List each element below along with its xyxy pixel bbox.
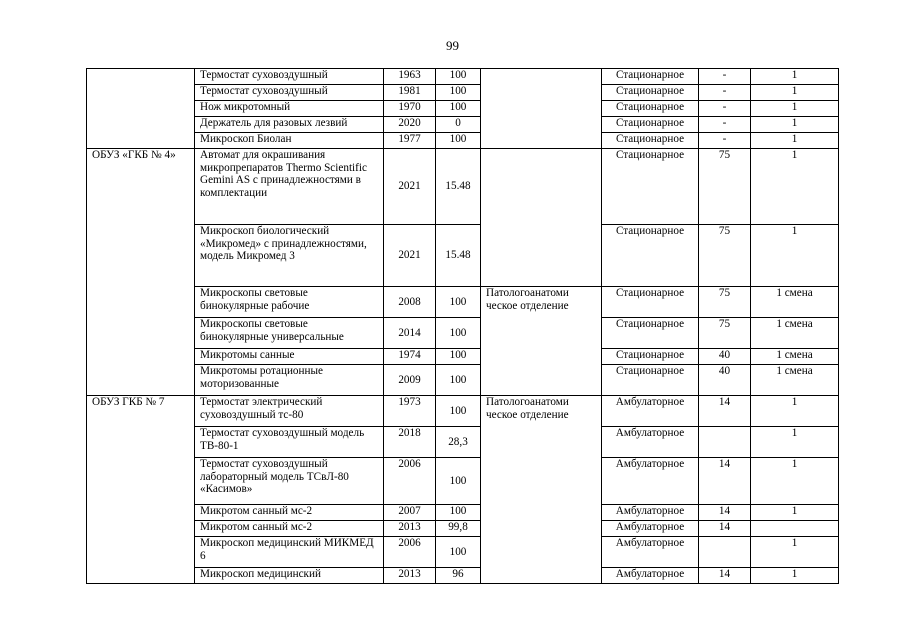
wear-cell: 100 xyxy=(436,101,481,117)
page-number: 99 xyxy=(446,38,459,53)
equipment-name: Термостат суховоздушный лабораторный модель ТСвЛ-80 «Касимов» xyxy=(195,458,384,505)
mode-cell: Амбулаторное xyxy=(602,458,699,505)
year-cell: 2006 xyxy=(384,458,436,505)
year-cell: 2007 xyxy=(384,505,436,521)
wear-cell: 100 xyxy=(436,505,481,521)
load-cell: 14 xyxy=(699,458,751,505)
year-cell: 2006 xyxy=(384,537,436,568)
wear-cell: 15.48 xyxy=(436,225,481,287)
year-cell: 1973 xyxy=(384,396,436,427)
year-cell: 1977 xyxy=(384,133,436,149)
shift-cell: 1 xyxy=(751,568,839,584)
table-row xyxy=(87,427,839,458)
table-row xyxy=(87,568,839,584)
wear-cell: 28,3 xyxy=(436,427,481,458)
table-row xyxy=(87,101,839,117)
equipment-name: Термостат электрический суховоздушный тс-80 xyxy=(195,396,384,427)
load-cell: - xyxy=(699,101,751,117)
shift-cell: 1 xyxy=(751,101,839,117)
wear-cell: 100 xyxy=(436,133,481,149)
table-row xyxy=(87,537,839,568)
load-cell xyxy=(699,537,751,568)
wear-cell: 100 xyxy=(436,85,481,101)
wear-cell: 100 xyxy=(436,349,481,365)
table-row xyxy=(87,396,839,427)
load-cell: 40 xyxy=(699,365,751,396)
equipment-name: Автомат для окрашивания микропрепаратов Thermo Scientific Gemini AS с принадлежностями в комплектации xyxy=(195,149,384,225)
mode-cell: Амбулаторное xyxy=(602,427,699,458)
year-cell: 1970 xyxy=(384,101,436,117)
equipment-name: Термостат суховоздушный модель ТВ-80-1 xyxy=(195,427,384,458)
mode-cell: Стационарное xyxy=(602,117,699,133)
equipment-name: Микротомы санные xyxy=(195,349,384,365)
shift-cell: 1 xyxy=(751,427,839,458)
mode-cell: Стационарное xyxy=(602,69,699,85)
wear-cell: 100 xyxy=(436,318,481,349)
load-cell: 75 xyxy=(699,318,751,349)
wear-cell: 100 xyxy=(436,396,481,427)
org-cell xyxy=(87,69,195,149)
load-cell xyxy=(699,427,751,458)
load-cell: 14 xyxy=(699,521,751,537)
load-cell: 14 xyxy=(699,568,751,584)
load-cell: 14 xyxy=(699,396,751,427)
year-cell: 1963 xyxy=(384,69,436,85)
equipment-name: Термостат суховоздушный xyxy=(195,69,384,85)
table-row xyxy=(87,521,839,537)
table-row xyxy=(87,133,839,149)
load-cell: - xyxy=(699,117,751,133)
shift-cell: 1 xyxy=(751,537,839,568)
load-cell: - xyxy=(699,69,751,85)
shift-cell: 1 xyxy=(751,458,839,505)
shift-cell: 1 смена xyxy=(751,287,839,318)
wear-cell: 100 xyxy=(436,69,481,85)
equipment-name: Микроскоп Биолан xyxy=(195,133,384,149)
mode-cell: Стационарное xyxy=(602,318,699,349)
mode-cell: Стационарное xyxy=(602,287,699,318)
mode-cell: Амбулаторное xyxy=(602,521,699,537)
mode-cell: Стационарное xyxy=(602,225,699,287)
department-cell xyxy=(481,149,602,287)
shift-cell: 1 xyxy=(751,225,839,287)
wear-cell: 100 xyxy=(436,537,481,568)
shift-cell: 1 xyxy=(751,505,839,521)
equipment-name: Нож микротомный xyxy=(195,101,384,117)
mode-cell: Амбулаторное xyxy=(602,568,699,584)
mode-cell: Стационарное xyxy=(602,149,699,225)
mode-cell: Стационарное xyxy=(602,85,699,101)
load-cell: 75 xyxy=(699,225,751,287)
org-cell: ОБУЗ ГКБ № 7 xyxy=(87,396,195,584)
table-row xyxy=(87,149,839,225)
mode-cell: Амбулаторное xyxy=(602,505,699,521)
load-cell: - xyxy=(699,133,751,149)
year-cell: 1981 xyxy=(384,85,436,101)
table-row xyxy=(87,287,839,318)
shift-cell: 1 смена xyxy=(751,365,839,396)
load-cell: 75 xyxy=(699,287,751,318)
load-cell: - xyxy=(699,85,751,101)
org-cell: ОБУЗ «ГКБ № 4» xyxy=(87,149,195,396)
equipment-name: Микроскопы световые бинокулярные универсальные xyxy=(195,318,384,349)
wear-cell: 100 xyxy=(436,365,481,396)
equipment-name: Микротомы ротационные моторизованные xyxy=(195,365,384,396)
department-cell: Патологоанатоми ческое отделение xyxy=(481,396,602,584)
shift-cell xyxy=(751,521,839,537)
table-row xyxy=(87,458,839,505)
table-row xyxy=(87,505,839,521)
shift-cell: 1 xyxy=(751,117,839,133)
equipment-name: Микроскоп медицинский xyxy=(195,568,384,584)
table-row xyxy=(87,365,839,396)
year-cell: 2008 xyxy=(384,287,436,318)
mode-cell: Стационарное xyxy=(602,365,699,396)
mode-cell: Амбулаторное xyxy=(602,537,699,568)
load-cell: 40 xyxy=(699,349,751,365)
equipment-name: Микротом санный мс-2 xyxy=(195,505,384,521)
table-row xyxy=(87,69,839,85)
shift-cell: 1 xyxy=(751,133,839,149)
table-row xyxy=(87,225,839,287)
equipment-name: Микроскоп биологический «Микромед» с принадлежностями, модель Микромед 3 xyxy=(195,225,384,287)
department-cell xyxy=(481,69,602,149)
wear-cell: 100 xyxy=(436,458,481,505)
shift-cell: 1 xyxy=(751,85,839,101)
shift-cell: 1 xyxy=(751,69,839,85)
shift-cell: 1 xyxy=(751,396,839,427)
equipment-name: Термостат суховоздушный xyxy=(195,85,384,101)
table-row xyxy=(87,85,839,101)
shift-cell: 1 смена xyxy=(751,318,839,349)
shift-cell: 1 xyxy=(751,149,839,225)
mode-cell: Стационарное xyxy=(602,101,699,117)
table-row xyxy=(87,318,839,349)
shift-cell: 1 смена xyxy=(751,349,839,365)
table-row xyxy=(87,117,839,133)
year-cell: 2021 xyxy=(384,225,436,287)
wear-cell: 0 xyxy=(436,117,481,133)
year-cell: 1974 xyxy=(384,349,436,365)
year-cell: 2013 xyxy=(384,568,436,584)
equipment-name: Микроскоп медицинский МИКМЕД 6 xyxy=(195,537,384,568)
wear-cell: 96 xyxy=(436,568,481,584)
load-cell: 75 xyxy=(699,149,751,225)
equipment-name: Микроскопы световые бинокулярные рабочие xyxy=(195,287,384,318)
mode-cell: Стационарное xyxy=(602,349,699,365)
year-cell: 2021 xyxy=(384,149,436,225)
wear-cell: 15.48 xyxy=(436,149,481,225)
equipment-table xyxy=(86,68,839,584)
year-cell: 2009 xyxy=(384,365,436,396)
mode-cell: Амбулаторное xyxy=(602,396,699,427)
year-cell: 2020 xyxy=(384,117,436,133)
department-cell: Патологоанатоми ческое отделение xyxy=(481,287,602,396)
year-cell: 2018 xyxy=(384,427,436,458)
load-cell: 14 xyxy=(699,505,751,521)
wear-cell: 99,8 xyxy=(436,521,481,537)
equipment-name: Держатель для разовых лезвий xyxy=(195,117,384,133)
equipment-name: Микротом санный мс-2 xyxy=(195,521,384,537)
wear-cell: 100 xyxy=(436,287,481,318)
table-row xyxy=(87,349,839,365)
year-cell: 2014 xyxy=(384,318,436,349)
year-cell: 2013 xyxy=(384,521,436,537)
mode-cell: Стационарное xyxy=(602,133,699,149)
